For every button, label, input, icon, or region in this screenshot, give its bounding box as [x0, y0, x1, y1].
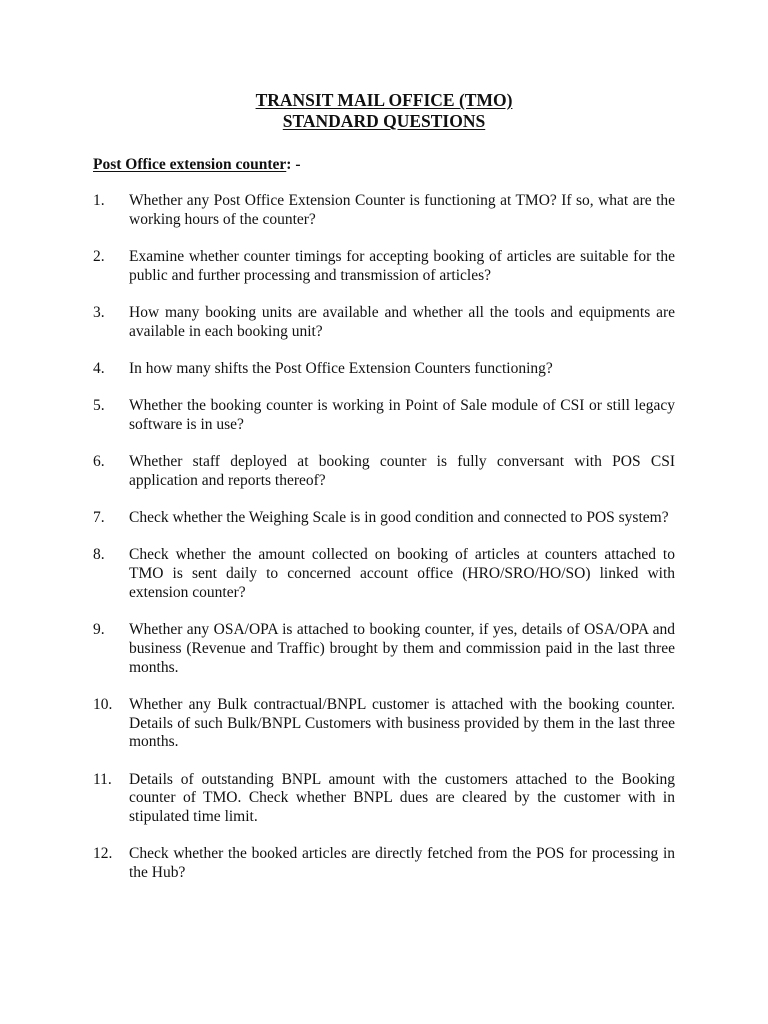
question-number: 2. — [93, 247, 105, 265]
question-text: Check whether the booked articles are directly fetched from the POS for processing in the Hub? — [129, 845, 675, 882]
question-item — [93, 771, 675, 827]
section-heading — [93, 155, 300, 174]
title-line-2: STANDARD QUESTIONS — [282, 111, 486, 131]
title-line-1: TRANSIT MAIL OFFICE (TMO) — [255, 90, 513, 110]
question-number: 8. — [93, 546, 105, 564]
question-number: 9. — [93, 621, 105, 639]
question-text: Details of outstanding BNPL amount with the customers attached to the Booking counter of TMO. Check whether BNPL dues are cleared by the customer with in stipulated time limit. — [129, 770, 675, 826]
question-text: In how many shifts the Post Office Extension Counters functioning? — [129, 359, 553, 377]
question-text: Examine whether counter timings for accepting booking of articles are suitable for the public and further processing and transmission of articles? — [129, 247, 675, 284]
question-text: Check whether the Weighing Scale is in good condition and connected to POS system? — [129, 509, 669, 527]
question-list — [93, 192, 675, 901]
question-number: 6. — [93, 453, 105, 471]
question-item — [93, 696, 675, 752]
question-item — [93, 397, 675, 435]
question-number: 7. — [93, 509, 105, 527]
document-title — [0, 90, 768, 132]
question-number: 11. — [93, 770, 112, 788]
question-number: 4. — [93, 359, 105, 377]
question-text: Whether any Bulk contractual/BNPL customer is attached with the booking counter. Details of such Bulk/BNPL Customers with business provided by them in the last three months. — [129, 695, 675, 751]
question-number: 5. — [93, 397, 105, 415]
question-item — [93, 509, 675, 528]
section-heading-text: Post Office extension counter — [93, 156, 287, 173]
question-text: Whether staff deployed at booking counter is fully conversant with POS CSI application and reports thereof? — [129, 453, 675, 489]
question-item — [93, 453, 675, 491]
section-heading-suffix: : - — [286, 156, 301, 173]
question-text: Whether any OSA/OPA is attached to booking counter, if yes, details of OSA/OPA and business (Revenue and Traffic) brought by them and commission paid in the last three months. — [129, 621, 675, 676]
question-number: 3. — [93, 303, 105, 321]
question-item — [93, 248, 675, 286]
question-item — [93, 546, 675, 602]
question-text: Whether the booking counter is working in Point of Sale module of CSI or still legacy software is in use? — [129, 397, 675, 433]
question-item — [93, 845, 675, 883]
question-text: How many booking units are available and whether all the tools and equipments are available in each booking unit? — [129, 303, 675, 340]
question-number: 10. — [93, 695, 113, 713]
question-item — [93, 360, 675, 379]
question-text: Whether any Post Office Extension Counter is functioning at TMO? If so, what are the working hours of the counter? — [129, 192, 675, 228]
question-number: 1. — [93, 192, 105, 209]
question-text: Check whether the amount collected on booking of articles at counters attached to TMO is sent daily to concerned account office (HRO/SRO/HO/SO) linked with extension counter? — [129, 546, 675, 601]
question-item — [93, 192, 675, 230]
question-item — [93, 304, 675, 342]
question-number: 12. — [93, 845, 113, 863]
question-item — [93, 621, 675, 677]
